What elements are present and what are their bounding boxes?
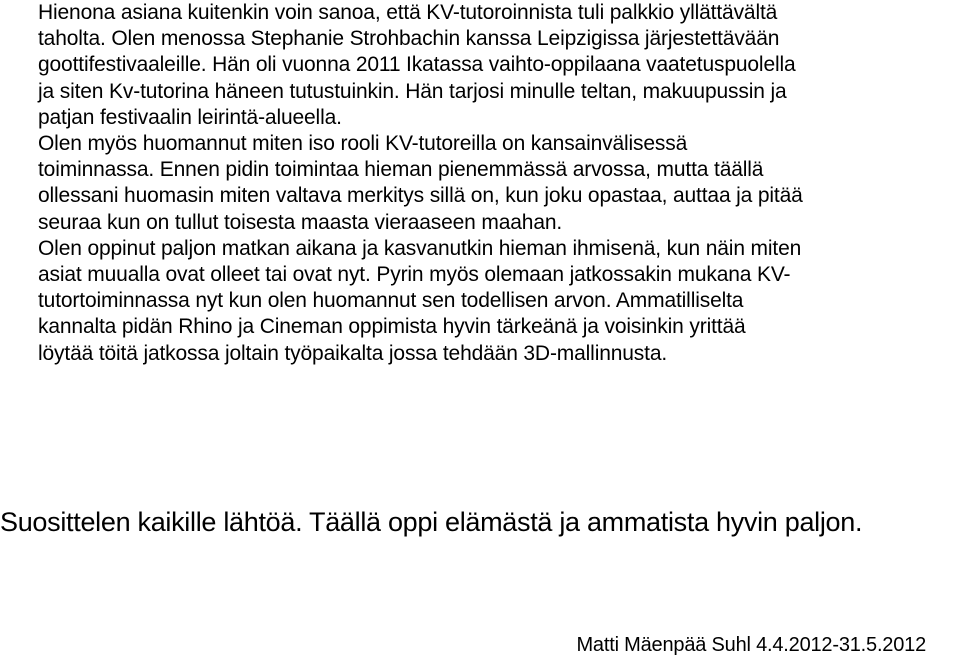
- paragraph-festival: [38, 0, 933, 131]
- text-line: taholta. Olen menossa Stephanie Strohbachin kanssa Leipzigissa järjestettävään: [38, 27, 780, 51]
- text-line: Olen myös huomannut miten iso rooli KV-tutoreilla on kansainvälisessä: [38, 132, 688, 156]
- paragraph-learning: [38, 236, 933, 367]
- text-line: goottifestivaaleille. Hän oli vuonna 2011 Ikatassa vaihto-oppilaana vaatetuspuolella: [38, 53, 796, 77]
- body-text: [38, 0, 933, 367]
- text-line: Hienona asiana kuitenkin voin sanoa, että KV-tutoroinnista tuli palkkio yllättävältä: [38, 1, 778, 24]
- paragraph-kv-tutors: [38, 131, 933, 236]
- text-line: ollessani huomasin miten valtava merkitys sillä on, kun joku opastaa, auttaa ja pitää: [38, 184, 803, 208]
- signature-text: Matti Mäenpää Suhl 4.4.2012-31.5.2012: [576, 634, 926, 656]
- text-line: asiat muualla ovat olleet tai ovat nyt. Pyrin myös olemaan jatkossakin mukana KV-: [38, 263, 791, 287]
- text-line: toiminnassa. Ennen pidin toimintaa hieman pienemmässä arvossa, mutta täällä: [38, 158, 764, 182]
- text-line: tutortoiminnassa nyt kun olen huomannut sen todellisen arvon. Ammatilliselta: [38, 289, 744, 313]
- text-line: kannalta pidän Rhino ja Cineman oppimista hyvin tärkeänä ja voisinkin yrittää: [38, 315, 746, 339]
- text-line: ja siten Kv-tutorina häneen tutustuinkin. Hän tarjosi minulle teltan, makuupussin ja: [38, 79, 787, 103]
- text-line: löytää töitä jatkossa joltain työpaikalta jossa tehdään 3D-mallinnusta.: [38, 341, 668, 365]
- text-line: patjan festivaalin leirintä-alueella.: [38, 105, 342, 129]
- recommendation-text: Suosittelen kaikille lähtöä. Täällä oppi elämästä ja ammatista hyvin paljon.: [0, 507, 863, 537]
- text-line: Olen oppinut paljon matkan aikana ja kasvanutkin hieman ihmisenä, kun näin miten: [38, 236, 802, 260]
- text-line: seuraa kun on tullut toisesta maasta vieraaseen maahan.: [38, 210, 563, 234]
